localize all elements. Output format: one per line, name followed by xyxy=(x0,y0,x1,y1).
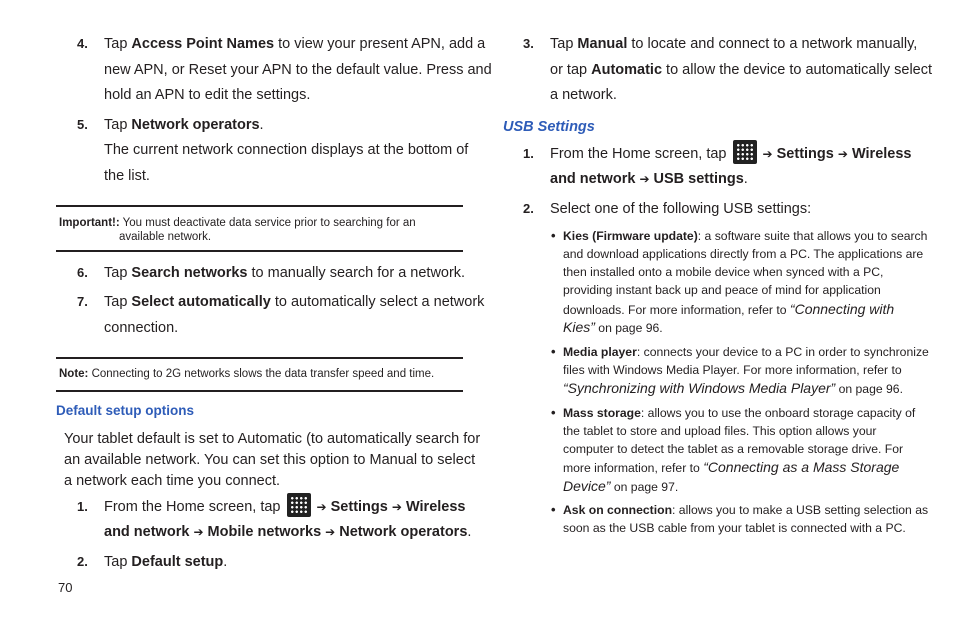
bullet-text: the tablet to store and upload files. This option allows your xyxy=(563,424,877,438)
step-number: 4. xyxy=(77,36,88,51)
arrow-right-icon: ➔ xyxy=(193,525,204,539)
step-text: new APN, or Reset your APN to the default value. Press and xyxy=(104,62,492,78)
step-text: and network ➔ Mobile networks ➔ Network operators. xyxy=(104,524,472,540)
menu-term: Automatic xyxy=(591,62,663,78)
body-paragraph-line: an available network. You can set this option to Manual to select xyxy=(64,452,476,468)
menu-term: and network xyxy=(550,171,636,187)
bullet-text: Kies (Firmware update): a software suite that allows you to search xyxy=(563,229,928,243)
step-number: 1. xyxy=(523,146,534,161)
important-label: Important!: xyxy=(59,217,120,229)
menu-term: Search networks xyxy=(131,265,248,281)
menu-term: Wireless xyxy=(405,499,466,515)
step-text: a network. xyxy=(550,87,617,103)
cross-reference: Kies” xyxy=(563,319,595,335)
important-note-line: available network. xyxy=(119,231,212,243)
step-text: and network ➔ USB settings. xyxy=(550,171,748,187)
bullet: • xyxy=(551,344,556,359)
bullet-text: Mass storage: allows you to use the onboard storage capacity of xyxy=(563,406,916,420)
note-box xyxy=(56,357,463,392)
menu-term: Media player xyxy=(563,345,637,359)
menu-term: Default setup xyxy=(131,554,224,570)
step-number: 1. xyxy=(77,499,88,514)
menu-term: Mass storage xyxy=(563,406,641,420)
bullet-text: computer to detect the tablet as a removable storage drive. For xyxy=(563,442,904,456)
step-text: Select one of the following USB settings: xyxy=(550,201,812,217)
bullet-text: then installed onto a mobile device when synced with a PC, xyxy=(563,265,884,279)
bullet-text: more information, refer to “Connecting as a Mass Storage xyxy=(563,459,900,475)
page-number: 70 xyxy=(58,580,73,595)
bullet-text: Device” on page 97. xyxy=(563,478,679,494)
arrow-right-icon: ➔ xyxy=(762,147,773,161)
note-line: Note: Connecting to 2G networks slows the data transfer speed and time. xyxy=(59,368,435,380)
menu-term: Mobile networks xyxy=(207,524,322,540)
step-text: Tap Network operators. xyxy=(104,117,264,133)
bullet: • xyxy=(551,228,556,243)
step-text: From the Home screen, tap ➔ Settings ➔ Wireless xyxy=(104,497,465,517)
step-text: Tap Select automatically to automatically select a network xyxy=(104,294,485,310)
bullet-text: Media player: connects your device to a PC in order to synchronize xyxy=(563,345,929,359)
step-text: The current network connection displays at the bottom of xyxy=(104,142,469,158)
menu-term: Network operators xyxy=(131,117,260,133)
cross-reference: “Synchronizing with Windows Media Player” xyxy=(563,380,836,396)
important-note-box xyxy=(56,205,463,252)
bullet-text: and download applications directly from a PC. The applications are xyxy=(563,247,924,261)
step-number: 7. xyxy=(77,294,88,309)
step-text: From the Home screen, tap ➔ Settings ➔ Wireless xyxy=(550,144,911,164)
menu-term: Kies (Firmware update) xyxy=(563,229,698,243)
bullet: • xyxy=(551,405,556,420)
step-number: 5. xyxy=(77,117,88,132)
cross-reference: Device” xyxy=(563,478,611,494)
note-label: Note: xyxy=(59,368,89,380)
step-number: 2. xyxy=(523,201,534,216)
section-heading: Default setup options xyxy=(56,403,194,418)
menu-term: Manual xyxy=(577,36,628,52)
step-text: Tap Search networks to manually search for a network. xyxy=(104,265,466,281)
menu-term: Settings xyxy=(330,499,388,515)
step-text: hold an APN to edit the settings. xyxy=(104,87,311,103)
bullet-text: Ask on connection: allows you to make a USB setting selection as xyxy=(563,503,929,517)
bullet: • xyxy=(551,502,556,517)
menu-term: Network operators xyxy=(339,524,468,540)
step-number: 2. xyxy=(77,554,88,569)
bullet-text: “Synchronizing with Windows Media Player” on page 96. xyxy=(563,380,903,396)
body-paragraph-line: a network each time you connect. xyxy=(64,473,281,489)
arrow-right-icon: ➔ xyxy=(639,172,650,186)
menu-term: Ask on connection xyxy=(563,503,673,517)
arrow-right-icon: ➔ xyxy=(325,525,336,539)
apps-grid-icon xyxy=(287,493,311,517)
menu-term: Settings xyxy=(776,146,834,162)
menu-term: and network xyxy=(104,524,190,540)
menu-term: Select automatically xyxy=(131,294,271,310)
bullet-text: Kies” on page 96. xyxy=(563,319,663,335)
bullet-text: providing instant back up and peace of mind for application xyxy=(563,283,881,297)
step-text: connection. xyxy=(104,320,179,336)
menu-term: Wireless xyxy=(851,146,912,162)
step-text: Tap Manual to locate and connect to a network manually, xyxy=(550,36,918,52)
step-text: Tap Access Point Names to view your present APN, add a xyxy=(104,36,486,52)
cross-reference: “Connecting with xyxy=(789,301,895,317)
step-number: 3. xyxy=(523,36,534,51)
menu-term: USB settings xyxy=(653,171,744,187)
cross-reference: “Connecting as a Mass Storage xyxy=(703,459,900,475)
bullet-text: soon as the USB cable from your tablet is connected with a PC. xyxy=(563,521,906,535)
important-note-line: Important!: You must deactivate data service prior to searching for an xyxy=(59,217,416,229)
arrow-right-icon: ➔ xyxy=(837,147,848,161)
bullet-text: files with Windows Media Player. For more information, refer to xyxy=(563,363,902,377)
step-text: or tap Automatic to allow the device to automatically select xyxy=(550,62,933,78)
step-number: 6. xyxy=(77,265,88,280)
menu-term: Access Point Names xyxy=(131,36,275,52)
apps-grid-icon xyxy=(733,140,757,164)
step-text: the list. xyxy=(104,168,150,184)
step-text: Tap Default setup. xyxy=(104,554,228,570)
body-paragraph-line: Your tablet default is set to Automatic (to automatically search for xyxy=(64,431,481,447)
arrow-right-icon: ➔ xyxy=(316,500,327,514)
section-heading: USB Settings xyxy=(503,119,595,135)
bullet-text: downloads. For more information, refer to “Connecting with xyxy=(563,301,895,317)
arrow-right-icon: ➔ xyxy=(391,500,402,514)
